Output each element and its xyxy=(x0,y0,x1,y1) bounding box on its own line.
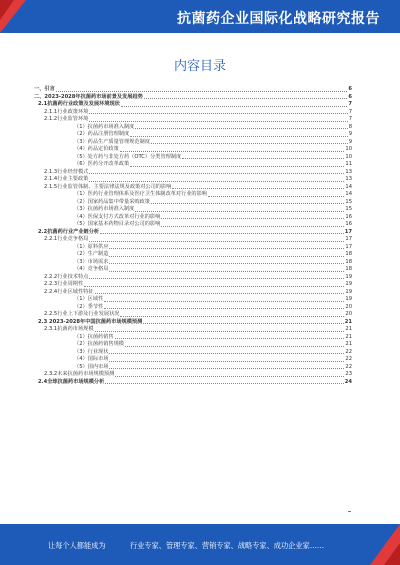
toc-entry[interactable] xyxy=(34,199,352,207)
toc-entry-page: 20 xyxy=(345,311,352,317)
toc-entry[interactable] xyxy=(34,319,352,327)
toc-entry-label: 二、2023-2028年抗菌药市场前景及发展趋势 xyxy=(34,93,143,100)
toc-entry-label: （4）药品定价政策 xyxy=(74,146,119,152)
toc-entry[interactable] xyxy=(34,311,352,319)
toc-entry-page: 11 xyxy=(345,161,352,167)
toc-entry-page: 21 xyxy=(344,318,352,325)
toc-dot-leader xyxy=(161,214,344,220)
toc-entry[interactable] xyxy=(34,266,352,274)
toc-dot-leader xyxy=(115,371,344,377)
toc-entry-page: 10 xyxy=(345,146,352,152)
toc-entry-label: （4）竞争格局 xyxy=(74,266,109,272)
toc-entry-page: 19 xyxy=(345,288,352,295)
toc-entry-label: （5）处方药与非处方药（OTC）分类管理制度 xyxy=(74,153,182,160)
toc-entry[interactable] xyxy=(34,251,352,259)
toc-entry-label: （5）国内市场 xyxy=(74,363,109,370)
toc-entry-label: （6）医药分开改革政策 xyxy=(74,161,130,167)
toc-dot-leader xyxy=(95,289,345,295)
toc-entry-page: 19 xyxy=(345,273,352,280)
toc-dot-leader xyxy=(151,199,344,205)
toc-entry[interactable] xyxy=(34,259,352,267)
toc-dot-leader xyxy=(135,124,347,130)
toc-entry[interactable] xyxy=(34,176,352,184)
toc-dot-leader xyxy=(121,101,348,107)
report-header xyxy=(0,0,400,33)
toc-dot-leader xyxy=(135,206,344,212)
toc-entry-label: 2.4全球抗菌药市场规模分析 xyxy=(38,378,105,385)
toc-entry[interactable] xyxy=(34,281,352,289)
toc-entry-page: 19 xyxy=(345,296,352,302)
toc-dot-leader xyxy=(56,86,348,92)
toc-entry-label: 2.2.3行业周期性 xyxy=(44,281,84,287)
toc-dot-leader xyxy=(89,116,347,122)
toc-dot-leader xyxy=(105,379,344,385)
toc-entry-page: 10 xyxy=(345,153,352,160)
toc-dot-leader xyxy=(95,326,345,332)
toc-entry[interactable] xyxy=(34,371,352,379)
toc-dot-leader xyxy=(109,244,344,250)
toc-dot-leader xyxy=(109,251,344,257)
toc-entry-page: 14 xyxy=(345,183,352,190)
toc-entry-page: 17 xyxy=(344,228,352,235)
toc-entry[interactable] xyxy=(34,341,352,349)
toc-entry-page: 22 xyxy=(345,348,352,355)
toc-dot-leader xyxy=(208,191,344,197)
toc-entry-label: （1）区域性 xyxy=(74,296,104,302)
toc-entry-label: （3）行业现状 xyxy=(74,348,109,355)
toc-entry-label: 2.2.4行业区域性特征 xyxy=(44,288,94,295)
toc-dot-leader xyxy=(120,311,344,317)
toc-entry-page: 23 xyxy=(345,371,352,377)
toc-entry-page: 22 xyxy=(345,363,352,370)
toc-entry[interactable] xyxy=(34,274,352,282)
toc-entry-label: 2.3.1抗菌药市场规模 xyxy=(44,326,94,332)
toc-entry-page: 9 xyxy=(348,138,352,145)
toc-heading: 内容目录 xyxy=(173,59,226,74)
toc-entry[interactable] xyxy=(34,124,352,132)
toc-dot-leader xyxy=(130,131,348,137)
toc-entry-label: （3）抗菌药市场准入制度 xyxy=(74,206,135,212)
toc-entry-page: 18 xyxy=(345,258,352,265)
toc-entry-page: 21 xyxy=(345,333,352,340)
toc-entry-page: 21 xyxy=(345,326,352,332)
toc-entry[interactable] xyxy=(34,154,352,162)
toc-dot-leader xyxy=(89,109,347,115)
toc-entry[interactable] xyxy=(34,94,352,102)
toc-dot-leader xyxy=(104,296,344,302)
toc-entry[interactable] xyxy=(34,244,352,252)
toc-entry-label: （1）医药行业管理体系及医疗卫生体制改革对行业的影响 xyxy=(74,191,207,197)
toc-entry[interactable] xyxy=(34,131,352,139)
toc-entry-page: 13 xyxy=(345,168,352,175)
toc-entry[interactable] xyxy=(34,296,352,304)
toc-entry[interactable] xyxy=(34,206,352,214)
toc-entry[interactable] xyxy=(34,326,352,334)
toc-entry[interactable] xyxy=(34,304,352,312)
toc-dot-leader xyxy=(144,94,348,100)
toc-entry-label: 2.1.4行业主要政策 xyxy=(44,176,89,182)
toc-entry[interactable] xyxy=(34,221,352,229)
toc-entry-page: 18 xyxy=(345,266,352,272)
toc-entry-page: 20 xyxy=(345,303,352,310)
toc-entry-page: 16 xyxy=(345,221,352,227)
toc-entry[interactable] xyxy=(34,191,352,199)
toc-dot-leader xyxy=(143,319,343,325)
table-of-contents xyxy=(34,86,352,386)
toc-entry-label: 2.1.1行业政策环境 xyxy=(44,108,89,115)
toc-entry-page: 24 xyxy=(344,378,352,385)
toc-entry-label: （1）原料供应 xyxy=(74,243,109,250)
toc-entry-page: 7 xyxy=(348,108,352,115)
toc-dot-leader xyxy=(161,221,344,227)
toc-dot-leader xyxy=(151,139,348,145)
toc-entry-label: （4）医保支付方式改革对行业的影响 xyxy=(74,213,161,220)
toc-entry-page: 13 xyxy=(345,176,352,182)
toc-dot-leader xyxy=(125,341,344,347)
toc-entry-label: 2.1.2行业监管环境 xyxy=(44,116,89,122)
page-marker xyxy=(348,511,351,512)
toc-entry-label: （2）药品注册管理制度 xyxy=(74,131,130,137)
toc-entry-page: 21 xyxy=(345,341,352,347)
toc-entry[interactable] xyxy=(34,161,352,169)
toc-entry-label: 2.1.3行业经营模式 xyxy=(44,168,89,175)
toc-entry[interactable] xyxy=(34,139,352,147)
toc-dot-leader xyxy=(115,334,345,340)
toc-entry-label: 2.1.5行业监管体制、主要法律法规及政策对公司的影响 xyxy=(44,183,172,190)
toc-dot-leader xyxy=(89,169,344,175)
toc-entry-label: （2）生产制造 xyxy=(74,251,109,257)
toc-entry[interactable] xyxy=(34,116,352,124)
toc-entry-label: 一、引言 xyxy=(34,86,55,92)
toc-entry-label: 2.2抗菌药行业产业链分析 xyxy=(38,228,100,235)
report-title: 抗菌药企业国际化战略研究报告 xyxy=(177,11,380,27)
toc-dot-leader xyxy=(109,349,344,355)
footer-slogan: 让每个人都能成为 xyxy=(48,541,106,550)
toc-entry[interactable] xyxy=(34,109,352,117)
toc-entry-label: 2.2.2行业技术特点 xyxy=(44,273,89,280)
toc-entry-label: （1）抗菌药市场准入制度 xyxy=(74,123,135,130)
toc-entry-label: （1）抗菌药销售 xyxy=(74,333,114,340)
toc-entry-page: 7 xyxy=(348,101,352,107)
toc-entry[interactable] xyxy=(34,334,352,342)
toc-entry-page: 14 xyxy=(345,191,352,197)
toc-dot-leader xyxy=(100,229,344,235)
toc-entry[interactable] xyxy=(34,184,352,192)
toc-entry-label: （4）国际市场 xyxy=(74,356,109,362)
toc-entry-page: 22 xyxy=(345,356,352,362)
toc-entry-label: 2.2.1行业竞争格局 xyxy=(44,236,89,242)
toc-dot-leader xyxy=(89,236,344,242)
toc-dot-leader xyxy=(172,184,344,190)
toc-dot-leader xyxy=(84,281,344,287)
toc-entry[interactable] xyxy=(34,289,352,297)
toc-dot-leader xyxy=(89,176,344,182)
toc-entry-page: 8 xyxy=(348,123,352,130)
toc-entry[interactable] xyxy=(34,379,352,387)
toc-entry[interactable] xyxy=(34,356,352,364)
toc-entry[interactable] xyxy=(34,236,352,244)
toc-dot-leader xyxy=(89,274,344,280)
toc-entry-label: （5）国家基本药物目录对公司的影响 xyxy=(74,221,161,227)
toc-entry-label: （2）抗菌药销售规模 xyxy=(74,341,124,347)
header-corner-decoration-dark xyxy=(0,0,14,20)
toc-entry-label: （2）季节性 xyxy=(74,303,104,310)
toc-dot-leader xyxy=(130,161,344,167)
footer-corner-decoration-dark xyxy=(384,543,400,565)
footer-tagline: 行业专家、管理专家、营销专家、战略专家、成功企业家…… xyxy=(130,541,325,550)
toc-entry-label: （3）市场需求 xyxy=(74,258,109,265)
toc-entry-label: 2.2.5行业上下游及行业发展状况 xyxy=(44,311,120,317)
toc-entry-page: 16 xyxy=(345,213,352,220)
toc-dot-leader xyxy=(182,154,344,160)
toc-entry-page: 18 xyxy=(345,251,352,257)
toc-entry-label: （2）国家药品集中带量采购政策 xyxy=(74,198,150,205)
toc-entry[interactable] xyxy=(34,146,352,154)
toc-entry-page: 6 xyxy=(348,86,352,92)
toc-entry[interactable] xyxy=(34,364,352,372)
toc-dot-leader xyxy=(109,266,344,272)
toc-entry-page: 15 xyxy=(345,198,352,205)
toc-entry[interactable] xyxy=(34,169,352,177)
toc-entry[interactable] xyxy=(34,86,352,94)
toc-dot-leader xyxy=(109,356,344,362)
toc-entry-page: 19 xyxy=(345,281,352,287)
toc-entry-page: 7 xyxy=(348,116,352,122)
toc-entry[interactable] xyxy=(34,101,352,109)
toc-entry[interactable] xyxy=(34,349,352,357)
toc-dot-leader xyxy=(109,364,344,370)
toc-entry[interactable] xyxy=(34,229,352,237)
toc-entry-label: 2.3 2023-2028年中国抗菌药市场规模预测 xyxy=(38,318,143,325)
toc-dot-leader xyxy=(120,146,345,152)
toc-entry-page: 17 xyxy=(345,236,352,242)
toc-dot-leader xyxy=(104,304,344,310)
toc-entry-page: 9 xyxy=(348,131,352,137)
toc-entry-label: （3）药品生产质量管理规范制度 xyxy=(74,138,150,145)
toc-entry-label: 2.3.2未来抗菌药市场规模预测 xyxy=(44,371,115,377)
toc-entry-page: 6 xyxy=(348,93,352,100)
toc-entry-page: 17 xyxy=(345,243,352,250)
toc-entry-label: 2.1抗菌药行业政策及发展环境现状 xyxy=(38,101,120,107)
toc-entry-page: 15 xyxy=(345,206,352,212)
report-footer xyxy=(0,524,400,565)
toc-dot-leader xyxy=(109,259,344,265)
toc-entry[interactable] xyxy=(34,214,352,222)
